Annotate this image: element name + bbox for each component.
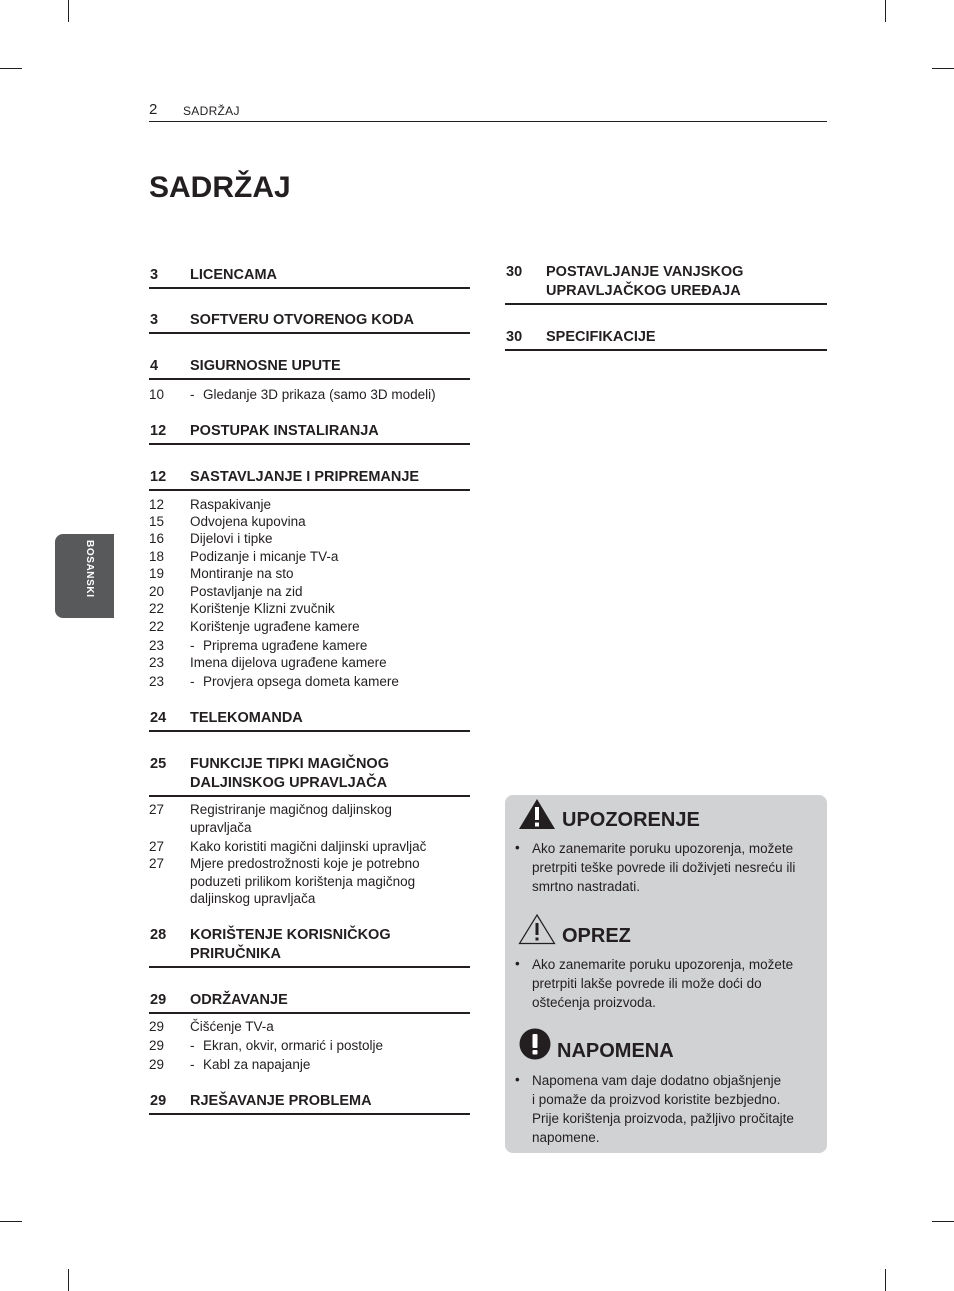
toc-dash: - <box>190 638 195 653</box>
toc-entry-title <box>190 855 470 908</box>
note-heading: NAPOMENA <box>557 1040 674 1062</box>
toc-page-number: 22 <box>149 619 165 634</box>
crop-mark <box>68 0 69 22</box>
text-line: Ako zanemarite poruku upozorenja, možete <box>532 957 794 972</box>
text-line: pretrpiti teške povrede ili doživjeti nesreću ili <box>532 860 796 875</box>
warning-text <box>532 839 817 896</box>
toc-entry-title: Priprema ugrađene kamere <box>203 638 368 653</box>
crop-mark <box>68 1269 69 1291</box>
toc-page-number: 25 <box>150 756 167 772</box>
toc-section-title: ODRŽAVANJE <box>190 992 288 1008</box>
caution-outline-triangle-icon <box>518 913 556 945</box>
toc-entry-title: Ekran, okvir, ormarić i postolje <box>203 1038 384 1053</box>
toc-entry-title: Imena dijelova ugrađene kamere <box>190 655 387 670</box>
header-rule <box>149 121 827 122</box>
toc-section-title: POSTUPAK INSTALIRANJA <box>190 423 379 439</box>
crop-mark <box>932 1221 954 1222</box>
running-head: SADRŽAJ <box>183 104 240 118</box>
toc-entry-title: Kabl za napajanje <box>203 1057 311 1072</box>
toc-section[interactable] <box>149 311 470 334</box>
toc-section-title: SIGURNOSNE UPUTE <box>190 358 341 374</box>
toc-section[interactable] <box>149 926 470 968</box>
toc-page-number: 15 <box>149 514 165 529</box>
toc-page-number: 30 <box>506 264 523 280</box>
crop-mark <box>0 68 22 69</box>
toc-section[interactable] <box>149 357 470 380</box>
toc-entry-title: Provjera opsega dometa kamere <box>203 674 399 689</box>
toc-entry-title <box>190 801 470 836</box>
toc-section-title: TELEKOMANDA <box>190 710 303 726</box>
toc-page-number: 12 <box>150 423 167 439</box>
toc-page-number: 12 <box>150 469 167 485</box>
toc-entry-title: Korištenje ugrađene kamere <box>190 619 360 634</box>
toc-page-number: 18 <box>149 549 165 564</box>
toc-section-title <box>546 263 827 301</box>
toc-title-line: daljinskog upravljača <box>190 891 316 906</box>
toc-section-title: SASTAVLJANJE I PRIPREMANJE <box>190 469 420 485</box>
page-number: 2 <box>149 101 158 118</box>
warning-heading: UPOZORENJE <box>562 809 700 831</box>
toc-page-number: 29 <box>149 1019 165 1034</box>
toc-page-number: 20 <box>149 584 165 599</box>
note-text <box>532 1071 817 1147</box>
toc-page-number: 27 <box>149 839 165 854</box>
toc-entry-title: Čišćenje TV-a <box>190 1019 274 1034</box>
toc-entry-title: Odvojena kupovina <box>190 514 306 529</box>
warning-filled-triangle-icon <box>518 798 556 830</box>
toc-section[interactable] <box>149 755 470 797</box>
notice-box <box>505 795 827 1153</box>
text-line: pretrpiti lakše povrede ili može doći do <box>532 976 762 991</box>
toc-title-line: FUNKCIJE TIPKI MAGIČNOG <box>190 756 389 772</box>
text-line: Napomena vam daje dodatno objašnjenje <box>532 1073 782 1088</box>
text-line: Prije korištenja proizvoda, pažljivo pročitajte <box>532 1111 794 1126</box>
toc-entry-title: Postavljanje na zid <box>190 584 303 599</box>
toc-entry-title: Korištenje Klizni zvučnik <box>190 601 335 616</box>
toc-page-number: 23 <box>149 638 165 653</box>
text-line: oštećenja proizvoda. <box>532 995 656 1010</box>
toc-dash: - <box>190 387 195 402</box>
toc-entry-title: Podizanje i micanje TV-a <box>190 549 339 564</box>
toc-section-title: RJEŠAVANJE PROBLEMA <box>190 1093 372 1109</box>
toc-dash: - <box>190 1038 195 1053</box>
toc-section-title: LICENCAMA <box>190 267 277 283</box>
caution-heading: OPREZ <box>562 925 631 947</box>
toc-page-number: 4 <box>150 358 159 374</box>
toc-page-number: 10 <box>149 387 165 402</box>
toc-section[interactable] <box>149 991 470 1014</box>
toc-entry-title: Montiranje na sto <box>190 566 294 581</box>
toc-section-title <box>190 755 470 793</box>
toc-dash: - <box>190 1057 195 1072</box>
toc-title-line: DALJINSKOG UPRAVLJAČA <box>190 775 388 791</box>
toc-title-line: upravljača <box>190 819 252 835</box>
toc-section-title: SOFTVERU OTVORENOG KODA <box>190 312 414 328</box>
toc-section[interactable] <box>505 328 827 351</box>
toc-section[interactable] <box>505 263 827 305</box>
text-line: i pomaže da proizvod koristite bezbjedno. <box>532 1092 781 1107</box>
toc-page-number: 30 <box>506 329 523 345</box>
crop-mark <box>0 1221 22 1222</box>
toc-page-number: 22 <box>149 601 165 616</box>
toc-section-title <box>190 926 470 964</box>
language-side-tab <box>55 534 114 618</box>
crop-mark <box>932 68 954 69</box>
toc-title-line: POSTAVLJANJE VANJSKOG <box>546 264 744 280</box>
toc-page-number: 27 <box>149 856 165 871</box>
toc-section[interactable] <box>149 266 470 289</box>
toc-page-number: 28 <box>150 927 167 943</box>
side-tab-label: BOSANSKI <box>84 540 95 598</box>
toc-page-number: 23 <box>149 674 165 689</box>
toc-section[interactable] <box>149 1092 470 1115</box>
toc-page-number: 27 <box>149 802 165 817</box>
bullet: • <box>515 956 520 971</box>
toc-section[interactable] <box>149 709 470 732</box>
toc-title-line: PRIRUČNIKA <box>190 946 282 962</box>
toc-section[interactable] <box>149 468 470 491</box>
bullet: • <box>515 1072 520 1087</box>
crop-mark <box>885 1269 886 1291</box>
toc-page-number: 3 <box>150 267 159 283</box>
toc-entry-title: Dijelovi i tipke <box>190 531 273 546</box>
toc-page-number: 24 <box>150 710 167 726</box>
toc-page-number: 29 <box>149 1038 165 1053</box>
toc-page-number: 3 <box>150 312 159 328</box>
toc-page-number: 12 <box>149 497 165 512</box>
caution-text <box>532 955 817 1012</box>
toc-page-number: 29 <box>150 992 167 1008</box>
toc-page-number: 19 <box>149 566 165 581</box>
toc-entry-title: Kako koristiti magični daljinski upravljač <box>190 839 427 854</box>
note-exclamation-circle-icon <box>519 1028 551 1060</box>
page-title: SADRŽAJ <box>149 171 291 204</box>
toc-title-line: UPRAVLJAČKOG UREĐAJA <box>546 283 741 299</box>
text-line: napomene. <box>532 1130 600 1145</box>
toc-entry-title: Raspakivanje <box>190 497 272 512</box>
text-line: smrtno nastradati. <box>532 879 641 894</box>
toc-dash: - <box>190 674 195 689</box>
toc-title-line: Registriranje magičnog daljinskog <box>190 802 392 817</box>
toc-section[interactable] <box>149 422 470 445</box>
toc-page-number: 29 <box>149 1057 165 1072</box>
toc-title-line: KORIŠTENJE KORISNIČKOG <box>190 927 391 943</box>
toc-entry-title: Gledanje 3D prikaza (samo 3D modeli) <box>203 387 436 402</box>
toc-title-line: Mjere predostrožnosti koje je potrebno <box>190 856 420 871</box>
bullet: • <box>515 840 520 855</box>
crop-mark <box>885 0 886 22</box>
toc-title-line: poduzeti prilikom korištenja magičnog <box>190 873 416 889</box>
toc-page-number: 29 <box>150 1093 167 1109</box>
toc-page-number: 23 <box>149 655 165 670</box>
text-line: Ako zanemarite poruku upozorenja, možete <box>532 841 794 856</box>
toc-section-title: SPECIFIKACIJE <box>546 329 656 345</box>
toc-page-number: 16 <box>149 531 165 546</box>
